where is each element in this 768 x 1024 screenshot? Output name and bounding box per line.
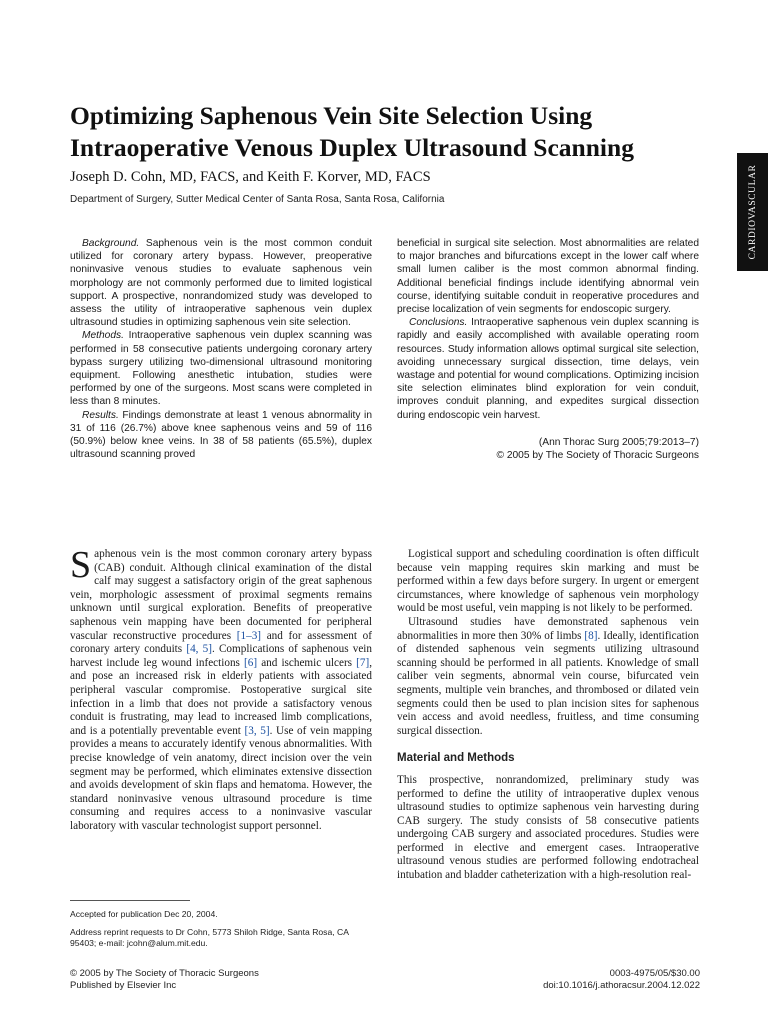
body-paragraph xyxy=(397,616,699,738)
footer-publisher: Published by Elsevier Inc xyxy=(70,980,177,991)
intro-paragraph xyxy=(70,544,373,833)
section-tab-label: CARDIOVASCULAR xyxy=(747,164,758,260)
reference-link[interactable]: [6] xyxy=(244,656,258,669)
intro-text-3: . Complications of saphenous vein harvest include leg wound infections xyxy=(70,643,372,669)
footnotes xyxy=(70,909,372,956)
section-tab xyxy=(737,153,768,271)
footer-copyright: © 2005 by The Society of Thoracic Surgeons xyxy=(70,968,259,979)
body-right-column xyxy=(397,548,699,883)
author-list: Joseph D. Cohn, MD, FACS, and Keith F. Korver, MD, FACS xyxy=(70,169,431,185)
reference-link[interactable]: [8] xyxy=(584,629,598,642)
section-heading: Material and Methods xyxy=(397,752,515,765)
background-label: Background. xyxy=(82,238,140,249)
reference-link[interactable]: [1–3] xyxy=(236,629,262,642)
reference-link[interactable]: [4, 5] xyxy=(186,643,212,656)
intro-text-4: and ischemic ulcers xyxy=(257,656,357,669)
conclusions-label: Conclusions. xyxy=(409,317,468,329)
intro-text-1: aphenous vein is the most common coronary artery bypass (CAB) conduit. Although clinical examination of the distal calf may suggest a satisfactory origin of the great saphenous vein, morphologic assessment of proximal segments remains unknown until surgical exploration. Benefits of preoperative saphenous vein mapping have been documented for peripheral vascular reconstructive procedures xyxy=(70,548,372,642)
reprint-address: Address reprint requests to Dr Cohn, 5773 Shiloh Ridge, Santa Rosa, CA 95403; e-mail: jcohn@alum.mit.edu. xyxy=(70,927,349,948)
body-left-column xyxy=(70,544,373,833)
background-text: Saphenous vein is the most common conduit utilized for coronary artery bypass. However, preoperative noninvasive venous studies to evaluate saphenous vein morphology are not commonly performed due to limited logistical support. A prospective, nonrandomized study was developed to assess the utility of intraoperative saphenous vein duplex ultrasound studies in optimizing saphenous vein site selection. xyxy=(70,238,372,329)
footer-right xyxy=(543,968,700,992)
abstract-copyright: © 2005 by The Society of Thoracic Surgeons xyxy=(496,450,699,462)
footer-left xyxy=(70,968,259,992)
intro-text-5: , and pose an increased risk in elderly patients with associated peripheral vascular compromise. Postoperative surgical site infection in a limb that does not provide a satisfactory venous conduit is frustrating, may lead to increased limb complications, and is a potentially preventable event xyxy=(70,656,372,737)
abstract-methods xyxy=(70,329,372,408)
journal-citation: (Ann Thorac Surg 2005;79:2013–7) xyxy=(538,436,699,448)
methods-text: Intraoperative saphenous vein duplex scanning was performed in 58 consecutive patients undergoing coronary artery bypass surgery utilizing two-dimensional ultrasound monitoring equipment. Following anesthetic intubation, studies were performed by one of the surgeons. Most scans were completed in less than 8 minutes. xyxy=(70,330,372,408)
body-text: Ultrasound studies have demonstrated saphenous vein abnormalities in more then 30% of limbs xyxy=(397,615,699,642)
reference-link[interactable]: [3, 5] xyxy=(244,724,270,737)
intro-text-6: . Use of vein mapping provides a means to accurately identify venous abnormalities. With precise knowledge of vein anatomy, direct incision over the vein segment may be performed, which eliminates extensive dissection and avoids development of skin flaps and hematoma. However, the standard noninvasive venous ultrasound procedure is time consuming and requires access to a noninvasive vascular laboratory with vascular technologist support personnel. xyxy=(70,724,373,832)
footer-doi: doi:10.1016/j.athoracsur.2004.12.022 xyxy=(543,980,700,991)
article-title: Optimizing Saphenous Vein Site Selection Using Intraoperative Venous Duplex Ultrasound Scanning xyxy=(70,101,634,162)
footnote-divider xyxy=(70,900,190,901)
intro-text-2: and for assessment of coronary artery conduits xyxy=(70,629,372,656)
footer-issn: 0003-4975/05/$30.00 xyxy=(609,968,700,979)
accepted-date: Accepted for publication Dec 20, 2004. xyxy=(70,909,218,919)
abstract-left-column xyxy=(70,237,372,461)
abstract-background xyxy=(70,237,372,329)
body-paragraph: Logistical support and scheduling coordination is often difficult because vein mapping requires skin marking and must be performed within a few days before surgery. In urgent or emergent circumstances, where knowledge of saphenous vein morphology would be most useful, vein mapping is not likely to be performed. xyxy=(397,548,699,615)
reference-link[interactable]: [7] xyxy=(356,656,370,669)
results-text: Findings demonstrate at least 1 venous abnormality in 31 of 116 (26.7%) above knee saphenous veins and 59 of 116 (50.9%) below knee veins. In 38 of 58 patients (65.5%), duplex ultrasound scanning proved xyxy=(70,409,372,461)
abstract-right-column xyxy=(397,237,699,462)
abstract-conclusions xyxy=(397,316,699,422)
abstract-results-continued: beneficial in surgical site selection. Most abnormalities are related to major branches and bifurcations except in the lower calf where small lumen caliber is the most common abnormal finding. Additional beneficial findings include identifying abnormal vein course, identifying suitable conduit in reoperative procedures and precise localization of vein segments for endoscopic surgery. xyxy=(397,238,699,316)
body-text: . Ideally, identification of distended saphenous vein segments utilizing ultrasound scanning should be performed in all patients. Knowledge of small caliber vein segments, abnormal vein course, bifurcated vein segments, multiple vein branches, and thrombosed or dilated vein segments could then be used to plan incision sites for saphenous vein access and avoid needless, fruitless, and time consuming surgical dissection. xyxy=(397,629,699,737)
methods-label: Methods. xyxy=(82,330,124,342)
dropcap-letter: S xyxy=(70,544,92,586)
conclusions-text: Intraoperative saphenous vein duplex scanning is rapidly and easily accomplished with available operating room resources. Study information allows optimal surgical site selection, avoiding unnecessary surgical dissection, time delays, vein wastage and potential for wound complications. Optimizing incision site selection eliminates blind exploration for vein conduit, improves conduit planning, and expedites surgical dissection during endoscopic vein harvest. xyxy=(397,317,699,421)
affiliation: Department of Surgery, Sutter Medical Center of Santa Rosa, Santa Rosa, California xyxy=(70,194,445,205)
body-paragraph: This prospective, nonrandomized, preliminary study was performed to define the utility of intraoperative duplex venous ultrasound studies to optimize saphenous vein harvesting during CAB surgery. The study consists of 58 consecutive patients undergoing CAB surgery and associated procedures. Studies were performed in elective and emergent cases. Intraoperative ultrasound venous studies are performed following endotracheal intubation and bladder catheterization with a high-resolution real- xyxy=(397,773,699,882)
results-label: Results. xyxy=(82,409,119,421)
abstract-results xyxy=(70,409,372,462)
